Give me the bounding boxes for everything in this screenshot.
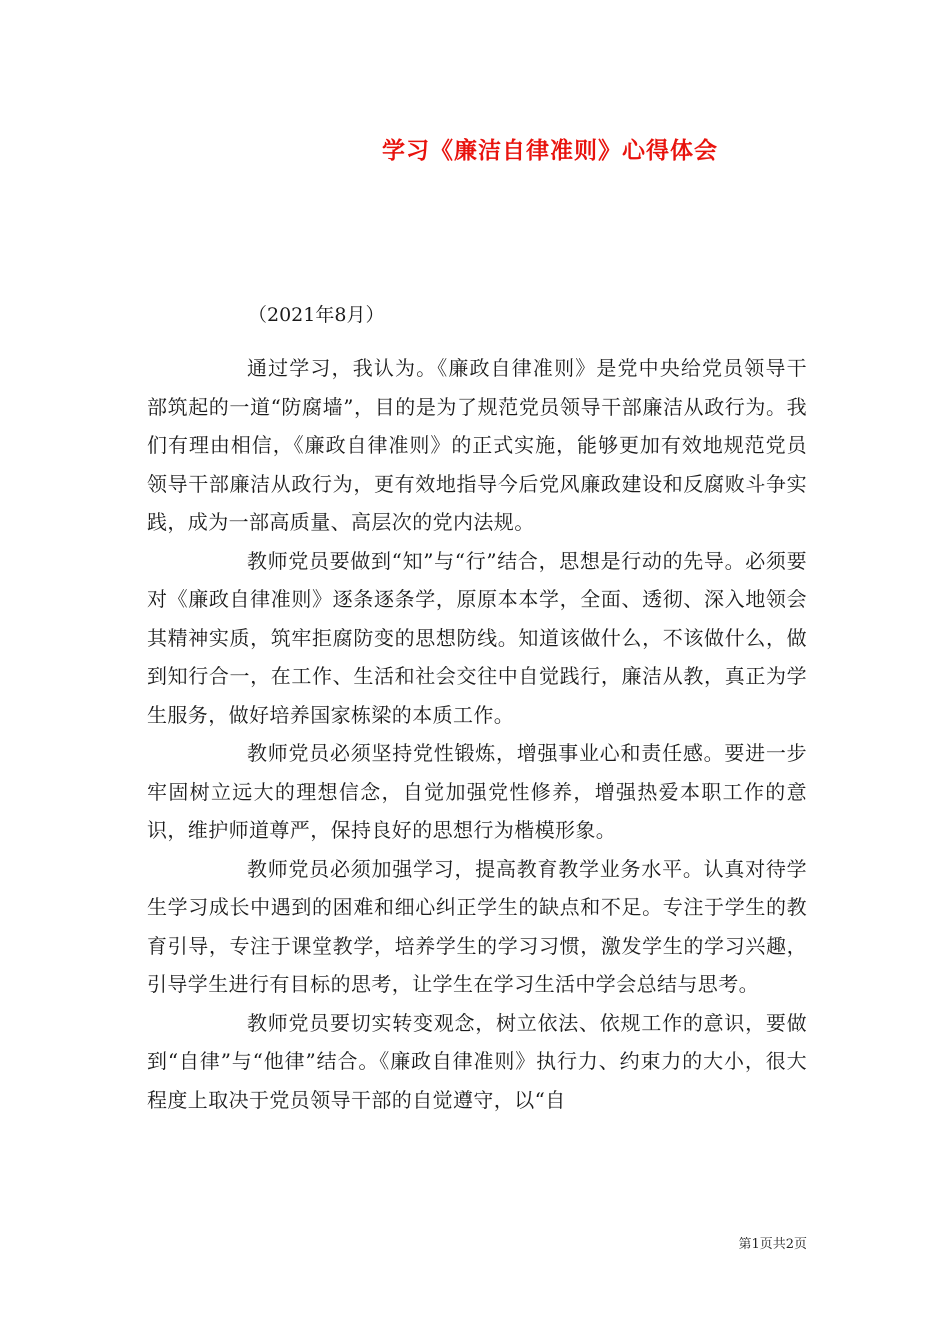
paragraph: 教师党员要做到“知”与“行”结合，思想是行动的先导。必须要对《廉政自律准则》逐条逐条学，原原本本学，全面、透彻、深入地领会其精神实质，筑牢拒腐防变的思想防线。知道该做什么，不该做什么，做到知行合一，在工作、生活和社会交往中自觉践行，廉洁从教，真正为学生服务，做好培养国家栋梁的本质工作。 [147,548,807,727]
paragraph: 教师党员必须加强学习，提高教育教学业务水平。认真对待学生学习成长中遇到的困难和细心纠正学生的缺点和不足。专注于学生的教育引导，专注于课堂教学，培养学生的学习习惯，激发学生的学习兴趣，引导学生进行有目标的思考，让学生在学习生活中学会总结与思考。 [147,856,807,996]
page-indicator: 第1页共2页 [738,1237,807,1252]
document-title: 学习《廉洁自律准则》心得体会 [382,137,718,164]
paragraph: 通过学习，我认为。《廉政自律准则》是党中央给党员领导干部筑起的一道“防腐墙”，目的是为了规范党员领导干部廉洁从政行为。我们有理由相信，《廉政自律准则》的正式实施，能够更加有效地规范党员领导干部廉洁从政行为，更有效地指导今后党风廉政建设和反腐败斗争实践，成为一部高质量、高层次的党内法规。 [147,356,807,534]
document-body [147,349,807,1119]
paragraph: 教师党员要切实转变观念，树立依法、依规工作的意识，要做到“自律”与“他律”结合。《廉政自律准则》执行力、约束力的大小，很大程度上取决于党员领导干部的自觉遵守，以“自 [147,1010,807,1112]
paragraph: 教师党员必须坚持党性锻炼，增强事业心和责任感。要进一步牢固树立远大的理想信念，自觉加强党性修养，增强热爱本职工作的意识，维护师道尊严，保持良好的思想行为楷模形象。 [147,741,807,842]
document-date: （2021年8月） [248,304,385,326]
